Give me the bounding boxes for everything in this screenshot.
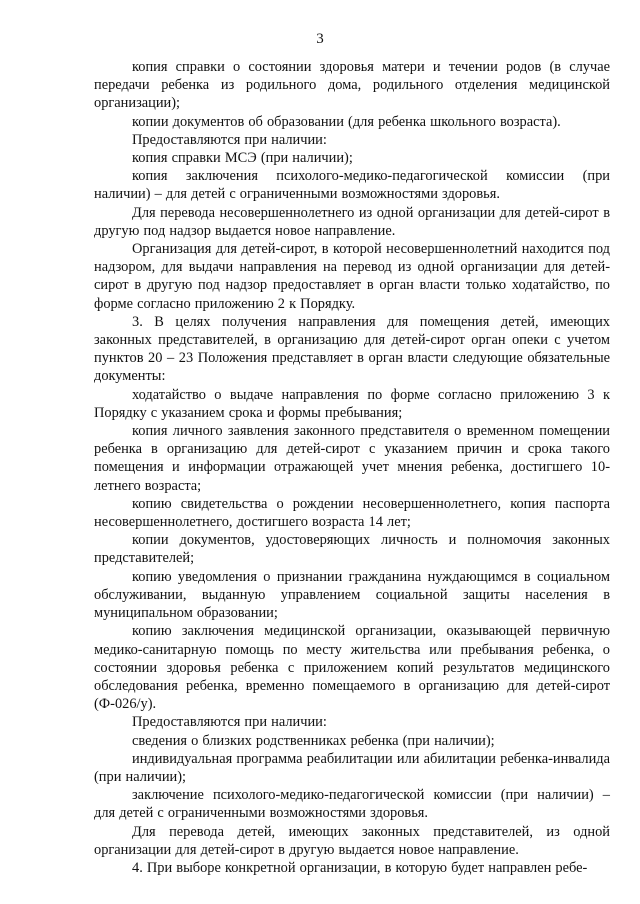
paragraph: копию заключения медицинской организации, оказывающей первичную медико-санитарную помощь по месту жительства или пребывания ребенка, о состоянии здоровья ребенка с приложением копий результатов медицинского обследования ребенка, временно помещаемого в организацию для детей-сирот (Ф-026/у).: [94, 623, 610, 713]
paragraph: 3. В целях получения направления для помещения детей, имеющих законных представителей, в организацию для детей-сирот орган опеки с учетом пунктов 20 – 23 Положения представляет в орган власти следующие обязательные документы:: [94, 313, 610, 385]
paragraph: 4. При выборе конкретной организации, в которую будет направлен ребе-: [132, 859, 588, 876]
paragraph: сведения о близких родственниках ребенка (при наличии);: [132, 732, 495, 749]
paragraph: Для перевода детей, имеющих законных представителей, из одной организации для детей-сирот в другую выдается новое направление.: [94, 823, 610, 858]
page-number: 3: [316, 31, 324, 47]
paragraph: копия справки МСЭ (при наличии);: [132, 150, 353, 167]
paragraph: копию свидетельства о рождении несовершеннолетнего, копия паспорта несовершеннолетнего, достигшего возраста 14 лет;: [94, 495, 610, 531]
paragraph: ходатайство о выдаче направления по форме согласно приложению 3 к Порядку с указанием срока и формы пребывания;: [94, 386, 610, 421]
paragraph: копию уведомления о признании гражданина нуждающимся в социальном обслуживании, выданную управлением социальной защиты населения в муниципальном образовании;: [94, 568, 610, 622]
paragraph: Предоставляются при наличии:: [132, 131, 327, 148]
paragraph: Для перевода несовершеннолетнего из одной организации для детей-сирот в другую под надзор выдается новое направление.: [94, 204, 610, 239]
document-body: [94, 58, 610, 877]
paragraph: индивидуальная программа реабилитации или абилитации ребенка-инвалида (при наличии);: [94, 750, 610, 785]
paragraph: копия заключения психолого-медико-педагогической комиссии (при наличии) – для детей с ограниченными возможностями здоровья.: [94, 168, 610, 203]
paragraph: Предоставляются при наличии:: [132, 714, 327, 731]
paragraph: копии документов, удостоверяющих личность и полномочия законных представителей;: [94, 532, 610, 567]
paragraph: копия личного заявления законного представителя о временном помещении ребенка в организацию для детей-сирот с указанием причин и срока такого помещения и информации отражающей учет мнения ребенка, достигшего 10-летнего возраста;: [94, 423, 610, 494]
paragraph: копия справки о состоянии здоровья матери и течении родов (в случае передачи ребенка из родильного дома, родильного отделения медицинской организации);: [94, 59, 610, 112]
paragraph: заключение психолого-медико-педагогической комиссии (при наличии) – для детей с ограниченными возможностями здоровья.: [94, 787, 610, 822]
paragraph: копии документов об образовании (для ребенка школьного возраста).: [132, 113, 561, 130]
paragraph: Организация для детей-сирот, в которой несовершеннолетний находится под надзором, для выдачи направления на перевод из одной организации для детей-сирот в другую под надзор предоставляет в орган власти только ходатайство, по форме согласно приложению 2 к Порядку.: [94, 241, 610, 312]
